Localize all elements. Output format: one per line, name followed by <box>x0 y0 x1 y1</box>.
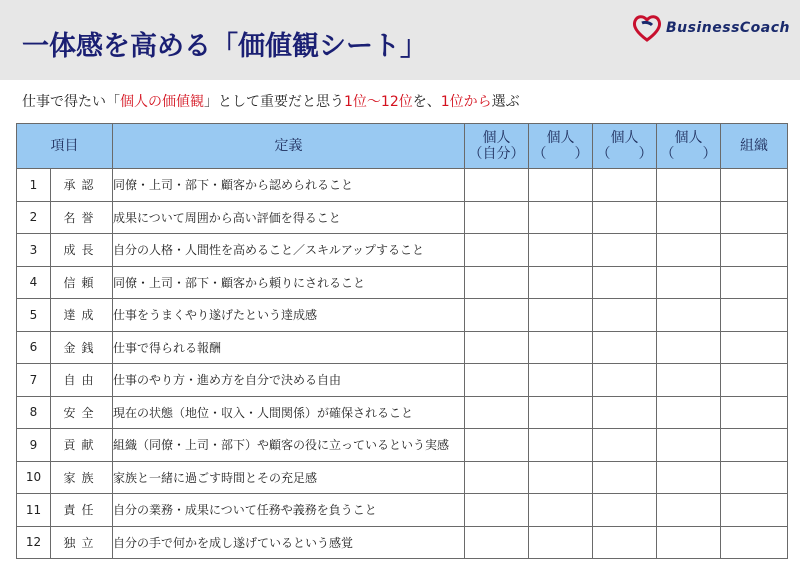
instruction-highlight-rank: 1位〜12位 <box>344 94 413 110</box>
instruction-highlight-values: 個人の価値観 <box>120 94 204 110</box>
rank-cell-org[interactable] <box>721 396 788 429</box>
row-number: 10 <box>17 461 51 494</box>
table-row <box>17 234 788 267</box>
table-row <box>17 494 788 527</box>
rank-cell-person-3[interactable] <box>593 234 657 267</box>
rank-cell-person-4[interactable] <box>657 299 721 332</box>
rank-cell-person-3[interactable] <box>593 299 657 332</box>
table-header-row <box>17 124 788 169</box>
row-definition: 同僚・上司・部下・顧客から認められること <box>113 169 465 202</box>
row-definition: 成果について周囲から高い評価を得ること <box>113 201 465 234</box>
rank-cell-person-4[interactable] <box>657 201 721 234</box>
row-item: 金銭 <box>51 331 113 364</box>
rank-cell-org[interactable] <box>721 494 788 527</box>
rank-cell-person-2[interactable] <box>529 429 593 462</box>
instruction-part-4: 選ぶ <box>491 94 520 110</box>
row-definition: 自分の業務・成果について任務や義務を負うこと <box>113 494 465 527</box>
rank-cell-self[interactable] <box>465 299 529 332</box>
rank-cell-person-4[interactable] <box>657 364 721 397</box>
table-row <box>17 201 788 234</box>
rank-cell-org[interactable] <box>721 429 788 462</box>
table-row <box>17 364 788 397</box>
rank-cell-org[interactable] <box>721 331 788 364</box>
rank-cell-person-2[interactable] <box>529 234 593 267</box>
row-number: 1 <box>17 169 51 202</box>
table-row <box>17 396 788 429</box>
row-definition: 組織（同僚・上司・部下）や顧客の役に立っているという実感 <box>113 429 465 462</box>
table-row <box>17 169 788 202</box>
row-definition: 仕事のやり方・進め方を自分で決める自由 <box>113 364 465 397</box>
header-label: 個人 <box>482 130 511 146</box>
row-number: 4 <box>17 266 51 299</box>
rank-cell-self[interactable] <box>465 494 529 527</box>
header-organization: 組織 <box>721 124 788 169</box>
table-row <box>17 331 788 364</box>
row-item: 家族 <box>51 461 113 494</box>
row-definition: 同僚・上司・部下・顧客から頼りにされること <box>113 266 465 299</box>
row-definition: 自分の人格・人間性を高めること／スキルアップすること <box>113 234 465 267</box>
rank-cell-self[interactable] <box>465 331 529 364</box>
rank-cell-person-4[interactable] <box>657 234 721 267</box>
rank-cell-person-3[interactable] <box>593 526 657 559</box>
rank-cell-self[interactable] <box>465 396 529 429</box>
row-definition: 仕事をうまくやり遂げたという達成感 <box>113 299 465 332</box>
table-row <box>17 299 788 332</box>
table-row <box>17 429 788 462</box>
row-number: 3 <box>17 234 51 267</box>
rank-cell-org[interactable] <box>721 299 788 332</box>
rank-cell-self[interactable] <box>465 429 529 462</box>
header-personal-2 <box>529 124 593 169</box>
row-number: 8 <box>17 396 51 429</box>
row-item: 自由 <box>51 364 113 397</box>
logo-text: BusinessCoach <box>666 20 791 36</box>
row-number: 2 <box>17 201 51 234</box>
rank-cell-person-2[interactable] <box>529 461 593 494</box>
rank-cell-person-3[interactable] <box>593 201 657 234</box>
page-title: 一体感を高める「価値観シート」 <box>22 31 427 62</box>
header-label: 個人 <box>546 130 575 146</box>
header-sub: （ ） <box>660 146 717 162</box>
rank-cell-org[interactable] <box>721 234 788 267</box>
rank-cell-person-2[interactable] <box>529 169 593 202</box>
header-sub: （ ） <box>596 146 653 162</box>
rank-cell-org[interactable] <box>721 201 788 234</box>
header-definition: 定義 <box>113 124 465 169</box>
instruction-part-3: を、 <box>412 94 441 110</box>
rank-cell-person-4[interactable] <box>657 169 721 202</box>
rank-cell-person-3[interactable] <box>593 266 657 299</box>
table-row <box>17 526 788 559</box>
rank-cell-org[interactable] <box>721 364 788 397</box>
row-item: 成長 <box>51 234 113 267</box>
row-definition: 仕事で得られる報酬 <box>113 331 465 364</box>
rank-cell-self[interactable] <box>465 266 529 299</box>
heart-logo-icon <box>632 14 662 42</box>
rank-cell-person-2[interactable] <box>529 364 593 397</box>
rank-cell-person-3[interactable] <box>593 461 657 494</box>
row-number: 6 <box>17 331 51 364</box>
rank-cell-self[interactable] <box>465 201 529 234</box>
rank-cell-person-2[interactable] <box>529 526 593 559</box>
values-table <box>16 123 788 559</box>
row-definition: 現在の状態（地位・収入・人間関係）が確保されること <box>113 396 465 429</box>
rank-cell-person-3[interactable] <box>593 396 657 429</box>
row-definition: 自分の手で何かを成し遂げているという感覚 <box>113 526 465 559</box>
row-item: 名誉 <box>51 201 113 234</box>
rank-cell-person-2[interactable] <box>529 299 593 332</box>
rank-cell-person-3[interactable] <box>593 364 657 397</box>
rank-cell-person-3[interactable] <box>593 331 657 364</box>
rank-cell-person-3[interactable] <box>593 169 657 202</box>
rank-cell-org[interactable] <box>721 266 788 299</box>
rank-cell-org[interactable] <box>721 461 788 494</box>
rank-cell-self[interactable] <box>465 526 529 559</box>
business-coach-logo <box>632 14 790 42</box>
rank-cell-self[interactable] <box>465 169 529 202</box>
instruction-highlight-first: 1位から <box>440 94 492 110</box>
rank-cell-org[interactable] <box>721 526 788 559</box>
row-definition: 家族と一緒に過ごす時間とその充足感 <box>113 461 465 494</box>
rank-cell-person-2[interactable] <box>529 494 593 527</box>
rank-cell-org[interactable] <box>721 169 788 202</box>
rank-cell-person-2[interactable] <box>529 396 593 429</box>
rank-cell-self[interactable] <box>465 234 529 267</box>
header-personal-self <box>465 124 529 169</box>
row-number: 9 <box>17 429 51 462</box>
header-label: 個人 <box>674 130 703 146</box>
rank-cell-person-4[interactable] <box>657 266 721 299</box>
rank-cell-person-2[interactable] <box>529 266 593 299</box>
row-item: 貢献 <box>51 429 113 462</box>
table-row <box>17 461 788 494</box>
row-number: 7 <box>17 364 51 397</box>
instruction-part-1: 仕事で得たい「 <box>22 94 120 110</box>
instruction-text <box>22 91 520 111</box>
header-bar <box>0 0 800 80</box>
rank-cell-self[interactable] <box>465 364 529 397</box>
header-label: 個人 <box>610 130 639 146</box>
header-personal-3 <box>593 124 657 169</box>
row-item: 承認 <box>51 169 113 202</box>
rank-cell-person-3[interactable] <box>593 429 657 462</box>
row-item: 責任 <box>51 494 113 527</box>
row-item: 安全 <box>51 396 113 429</box>
header-sub: （ ） <box>532 146 589 162</box>
row-item: 独立 <box>51 526 113 559</box>
rank-cell-person-4[interactable] <box>657 494 721 527</box>
rank-cell-person-4[interactable] <box>657 461 721 494</box>
row-item: 信頼 <box>51 266 113 299</box>
rank-cell-person-2[interactable] <box>529 201 593 234</box>
rank-cell-person-4[interactable] <box>657 526 721 559</box>
row-item: 達成 <box>51 299 113 332</box>
row-number: 5 <box>17 299 51 332</box>
row-number: 12 <box>17 526 51 559</box>
rank-cell-self[interactable] <box>465 461 529 494</box>
rank-cell-person-4[interactable] <box>657 429 721 462</box>
row-number: 11 <box>17 494 51 527</box>
header-sub: （自分） <box>468 146 525 162</box>
header-item: 項目 <box>17 124 113 169</box>
header-personal-4 <box>657 124 721 169</box>
rank-cell-person-4[interactable] <box>657 331 721 364</box>
instruction-part-2: 」として重要だと思う <box>204 94 344 110</box>
table-row <box>17 266 788 299</box>
rank-cell-person-3[interactable] <box>593 494 657 527</box>
rank-cell-person-2[interactable] <box>529 331 593 364</box>
rank-cell-person-4[interactable] <box>657 396 721 429</box>
